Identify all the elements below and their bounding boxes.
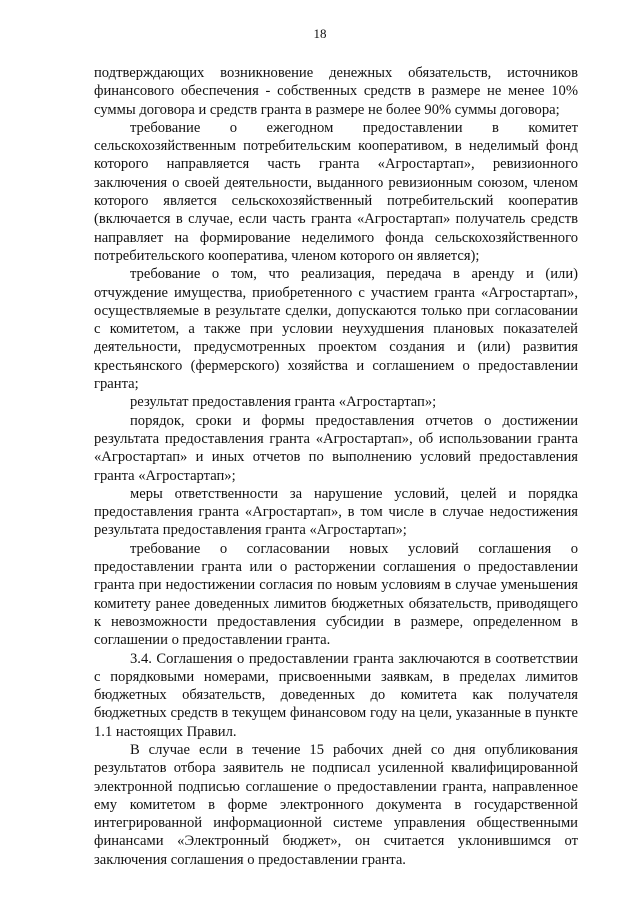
- paragraph-reporting-procedure: порядок, сроки и формы предоставления отчетов о достижении результата предоставления гранта «Агростартап», об использовании гранта «Агростартап» и иных отчетов по выполнению условий предоставления гранта «Агростартап»;: [94, 412, 578, 484]
- paragraph-continuation: подтверждающих возникновение денежных обязательств, источников финансового обеспечения - собственных средств в размере не менее 10% суммы договора и средств гранта в размере не более 90% суммы договора;: [94, 65, 578, 118]
- paragraph-grant-result: результат предоставления гранта «Агростартап»;: [130, 394, 437, 411]
- body-text: [94, 64, 578, 869]
- paragraph-revision-report-requirement: требование о ежегодном предоставлении в комитет сельскохозяйственным потребительским кооперативом, в неделимый фонд которого направляется часть гранта «Агростартап», ревизионного заключения о своей деятельности, выданного ревизионным союзом, членом которого является сельскохозяйственный потребительский кооператив (включается в случае, если часть гранта «Агростартап» получатель средств направляет на формирование неделимого фонда сельскохозяйственного потребительского кооператива, членом которого он является);: [94, 119, 578, 264]
- page-number: 18: [313, 26, 327, 41]
- paragraph-liability-measures: меры ответственности за нарушение условий, целей и порядка предоставления гранта «Агростартап», в том числе в случае недостижения результата предоставления гранта «Агростартап»;: [94, 485, 578, 539]
- paragraph-new-conditions-requirement: требование о согласовании новых условий соглашения о предоставлении гранта или о расторжении соглашения о предоставлении гранта при недостижении согласия по новым условиям в случае уменьшения комитету ранее доведенных лимитов бюджетных обязательств, приводящего к невозможности предоставления субсидии в размере, определенном в соглашении о предоставлении гранта.: [94, 540, 578, 649]
- paragraph-section-3-4: 3.4. Соглашения о предоставлении гранта заключаются в соответствии с порядковыми номерами, присвоенными заявкам, в пределах лимитов бюджетных обязательств, доведенных до комитета как получателя бюджетных средств в текущем финансовом году на цели, указанные в пункте 1.1 настоящих Правил.: [94, 650, 578, 740]
- paragraph-signing-deadline: В случае если в течение 15 рабочих дней со дня опубликования результатов отбора заявитель не подписал усиленной квалифицированной электронной подписью соглашение о предоставлении гранта, направленное ему комитетом в форме электронного документа в государственной интегрированной информационной системе управления общественными финансами «Электронный бюджет», он считается уклонившимся от заключения соглашения о предоставлении гранта.: [94, 741, 578, 868]
- paragraph-property-disposal-requirement: требование о том, что реализация, передача в аренду и (или) отчуждение имущества, приобретенного с участием гранта «Агростартап», осуществляемые в результате сделки, допускаются только при согласовании с комитетом, а также при условии неухудшения плановых показателей деятельности, предусмотренных проектом создания и (или) развития крестьянского (фермерского) хозяйства и соглашением о предоставлении гранта;: [94, 266, 578, 393]
